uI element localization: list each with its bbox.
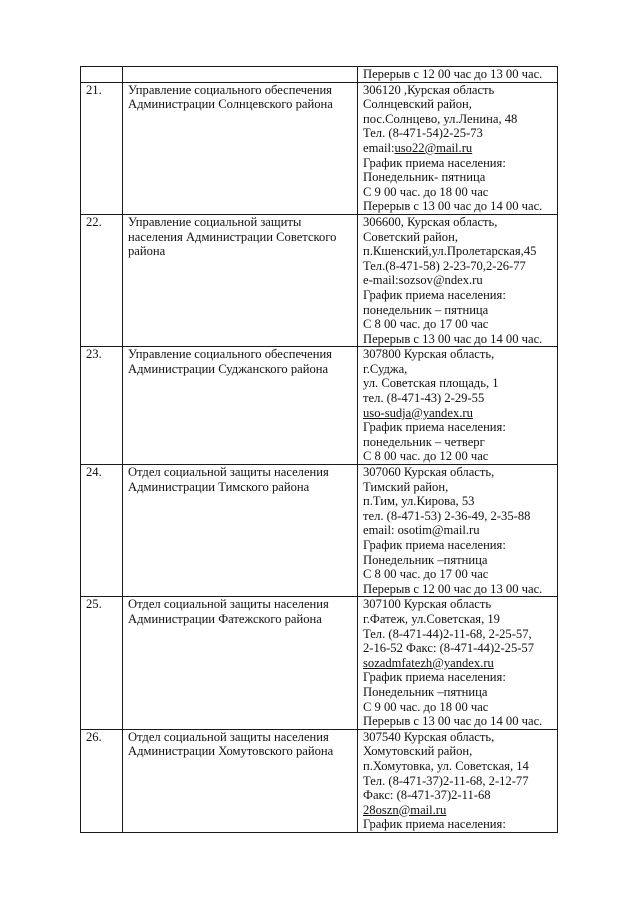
schedule-hours: С 8 00 час. до 17 00 час bbox=[363, 567, 489, 582]
schedule-hours: С 9 00 час. до 18 00 час bbox=[363, 184, 489, 199]
row-number: 24. bbox=[81, 465, 123, 597]
organization-name: Отдел социальной защиты населения Администрации Фатежского района bbox=[123, 597, 358, 729]
contact-details bbox=[358, 214, 558, 346]
table-row bbox=[81, 597, 558, 729]
street-address: п.Тим, ул.Кирова, 53 bbox=[363, 494, 475, 509]
organization-name: Управление социального обеспечения Администрации Суджанского района bbox=[123, 347, 358, 465]
schedule-heading: График приема населения: bbox=[363, 670, 506, 685]
phone-number: тел. (8-471-43) 2-29-55 bbox=[363, 391, 485, 406]
row-number: 22. bbox=[81, 214, 123, 346]
row-number bbox=[81, 67, 123, 83]
postal-address: Хомутовский район, bbox=[363, 744, 473, 759]
table-row bbox=[81, 729, 558, 832]
schedule-hours: С 8 00 час. до 17 00 час bbox=[363, 317, 489, 332]
organization-name: Отдел социальной защиты населения Администрации Хомутовского района bbox=[123, 729, 358, 832]
phone-number: тел. (8-471-53) 2-36-49, 2-35-88 bbox=[363, 508, 531, 523]
phone-number: Тел.(8-471-58) 2-23-70,2-26-77 bbox=[363, 258, 526, 273]
postal-address: Тимский район, bbox=[363, 479, 449, 494]
schedule-break: Перерыв с 13 00 час до 14 00 час. bbox=[363, 331, 543, 346]
email-line: email:uso22@mail.ru bbox=[363, 140, 473, 155]
street-address: г.Фатеж, ул.Советская, 19 bbox=[363, 611, 500, 626]
postal-address: 307800 Курская область, bbox=[363, 347, 495, 362]
postal-address: Солнцевский район, bbox=[363, 97, 472, 112]
schedule-hours: С 9 00 час. до 18 00 час bbox=[363, 699, 489, 714]
postal-address: Советский район, bbox=[363, 229, 458, 244]
schedule-break: Перерыв с 13 00 час до 14 00 час. bbox=[363, 714, 543, 729]
contact-details bbox=[358, 597, 558, 729]
postal-address: 306600, Курская область, bbox=[363, 214, 498, 229]
row-number: 26. bbox=[81, 729, 123, 832]
postal-address: 307540 Курская область, bbox=[363, 729, 495, 744]
street-address: ул. Советская площадь, 1 bbox=[363, 376, 499, 391]
schedule-heading: График приема населения: bbox=[363, 817, 506, 832]
phone-number: Тел. (8-471-37)2-11-68, 2-12-77 bbox=[363, 773, 529, 788]
email-link[interactable]: uso-sudja@yandex.ru bbox=[363, 405, 473, 420]
schedule-break: Перерыв с 12 00 час до 13 00 час. bbox=[363, 67, 543, 81]
contact-details bbox=[358, 465, 558, 597]
row-number: 23. bbox=[81, 347, 123, 465]
fax-number: Факс: (8-471-37)2-11-68 bbox=[363, 788, 491, 803]
street-address: п.Хомутовка, ул. Советская, 14 bbox=[363, 758, 529, 773]
organization-name bbox=[123, 67, 358, 83]
organization-name: Управление социальной защиты населения Администрации Советского района bbox=[123, 214, 358, 346]
schedule-days: Понедельник –пятница bbox=[363, 552, 488, 567]
postal-address: 306120 ,Курская область bbox=[363, 82, 495, 97]
contact-details bbox=[358, 347, 558, 465]
postal-address: г.Суджа, bbox=[363, 361, 408, 376]
contact-details bbox=[358, 82, 558, 214]
schedule-heading: График приема населения: bbox=[363, 287, 506, 302]
schedule-days: Понедельник –пятница bbox=[363, 684, 488, 699]
phone-number: Тел. (8-471-44)2-11-68, 2-25-57, bbox=[363, 626, 532, 641]
schedule-heading: График приема населения: bbox=[363, 155, 506, 170]
schedule-days: понедельник – четверг bbox=[363, 434, 485, 449]
email-link[interactable]: 28oszn@mail.ru bbox=[363, 802, 447, 817]
table-row bbox=[81, 82, 558, 214]
phone-number: Тел. (8-471-54)2-25-73 bbox=[363, 126, 483, 141]
document-page bbox=[80, 66, 557, 833]
organization-name: Отдел социальной защиты населения Администрации Тимского района bbox=[123, 465, 358, 597]
social-protection-offices-table bbox=[80, 66, 558, 833]
schedule-break: Перерыв с 12 00 час до 13 00 час. bbox=[363, 581, 543, 596]
row-number: 21. bbox=[81, 82, 123, 214]
organization-name: Управление социального обеспечения Администрации Солнцевского района bbox=[123, 82, 358, 214]
row-number: 25. bbox=[81, 597, 123, 729]
schedule-break: Перерыв с 13 00 час до 14 00 час. bbox=[363, 199, 543, 214]
street-address: пос.Солнцево, ул.Ленина, 48 bbox=[363, 111, 518, 126]
table-row bbox=[81, 347, 558, 465]
table-row bbox=[81, 67, 558, 83]
table-row bbox=[81, 214, 558, 346]
email-link[interactable]: uso22@mail.ru bbox=[394, 140, 473, 155]
schedule-days: Понедельник- пятница bbox=[363, 170, 486, 185]
street-address: п.Кшенский,ул.Пролетарская,45 bbox=[363, 244, 537, 259]
contact-details bbox=[358, 67, 558, 83]
email-line[interactable]: e-mail:sozsov@ndex.ru bbox=[363, 273, 483, 288]
contact-details bbox=[358, 729, 558, 832]
schedule-heading: График приема населения: bbox=[363, 538, 506, 552]
postal-address: 307100 Курская область bbox=[363, 597, 492, 612]
email-link[interactable]: sozadmfatezh@yandex.ru bbox=[363, 655, 494, 670]
schedule-hours: С 8 00 час. до 12 00 час bbox=[363, 449, 489, 464]
schedule-heading: График приема населения: bbox=[363, 420, 506, 435]
table-row bbox=[81, 465, 558, 597]
schedule-days: понедельник – пятница bbox=[363, 302, 489, 317]
email-line[interactable]: email: osotim@mail.ru bbox=[363, 523, 480, 538]
postal-address: 307060 Курская область, bbox=[363, 465, 495, 480]
fax-number: 2-16-52 Факс: (8-471-44)2-25-57 bbox=[363, 641, 535, 656]
